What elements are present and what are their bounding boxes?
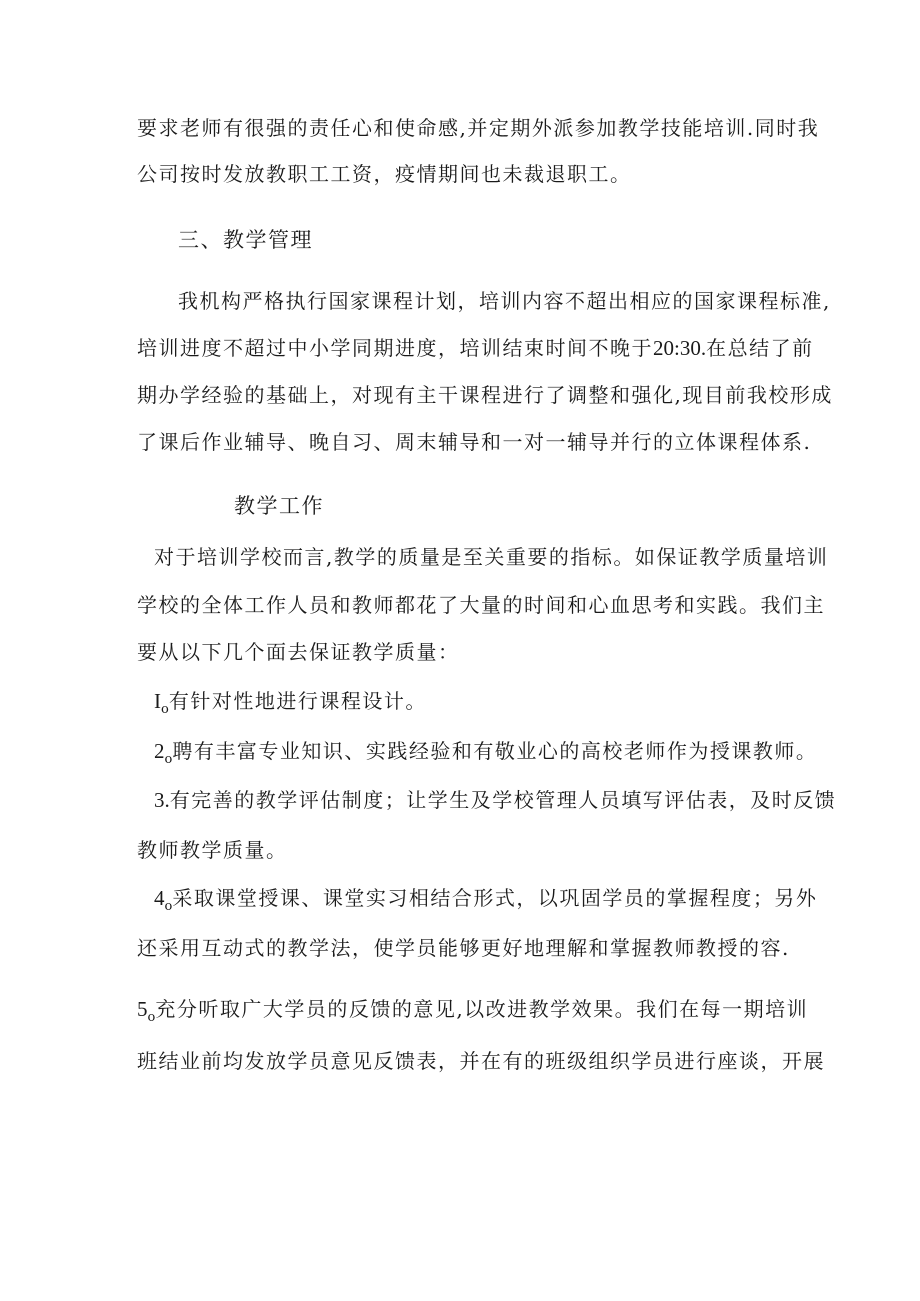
list-item [154,884,817,921]
list-number-suffix: o [161,702,169,717]
subheading: 教学工作 [234,494,324,518]
list-item-continuation: 教师教学质量。 [137,838,288,862]
paragraph-line: 我机构严格执行国家课程计划，培训内容不超出相应的国家课程标准, [178,289,831,313]
paragraph-line: 要求老师有很强的责任心和使命感,并定期外派参加教学技能培训.同时我 [137,116,820,140]
list-item-continuation: 还采用互动式的教学法，使学员能够更好地理解和掌握教师教授的容. [137,936,790,960]
list-item-text: 聘有丰富专业知识、实践经验和有敬业心的高校老师作为授课教师。 [172,739,818,763]
list-number: I [154,689,161,713]
list-number-suffix: o [164,752,173,767]
list-item [154,786,836,814]
paragraph-line: 了课后作业辅导、晚自习、周末辅导和一对一辅导并行的立体课程体系. [137,430,812,454]
list-item-text: 有完善的教学评估制度；让学生及学校管理人员填写评估表，及时反馈 [169,788,837,812]
list-number: 3. [154,788,170,812]
list-item [137,995,808,1032]
section-heading: 三、教学管理 [178,228,313,252]
paragraph-line: 对于培训学校而言,教学的质量是至关重要的指标。如保证教学质量培训 [154,545,829,569]
list-item [154,687,427,724]
text-run: 培训进度不超过中小学同期进度，培训结束时间不晚于 [137,336,653,360]
time-value: 20:30. [653,336,707,360]
paragraph-line: 要从以下几个面去保证教学质量： [137,640,460,664]
list-number: 5 [137,997,148,1021]
paragraph-line: 学校的全体工作人员和教师都花了大量的时间和心血思考和实践。我们主 [137,593,825,617]
list-item [154,737,817,774]
list-item-text: 充分听取广大学员的反馈的意见,以改进教学效果。我们在每一期培训 [155,997,809,1021]
paragraph-line: 公司按时发放教职工工资，疫情期间也未裁退职工。 [137,162,632,186]
list-number: 4 [154,886,165,910]
list-number-suffix: o [164,899,173,914]
paragraph-line [137,334,814,362]
list-number: 2 [154,739,165,763]
list-item-text: 有针对性地进行课程设计。 [168,689,427,713]
list-item-text: 采取课堂授课、课堂实习相结合形式，以巩固学员的掌握程度；另外 [172,886,818,910]
list-number-suffix: o [147,1010,156,1025]
list-item-continuation: 班结业前均发放学员意见反馈表，并在有的班级组织学员进行座谈，开展 [137,1049,825,1073]
paragraph-line: 期办学经验的基础上，对现有主干课程进行了调整和强化,现目前我校形成 [137,383,833,407]
text-run: 在总结了前 [706,336,814,360]
